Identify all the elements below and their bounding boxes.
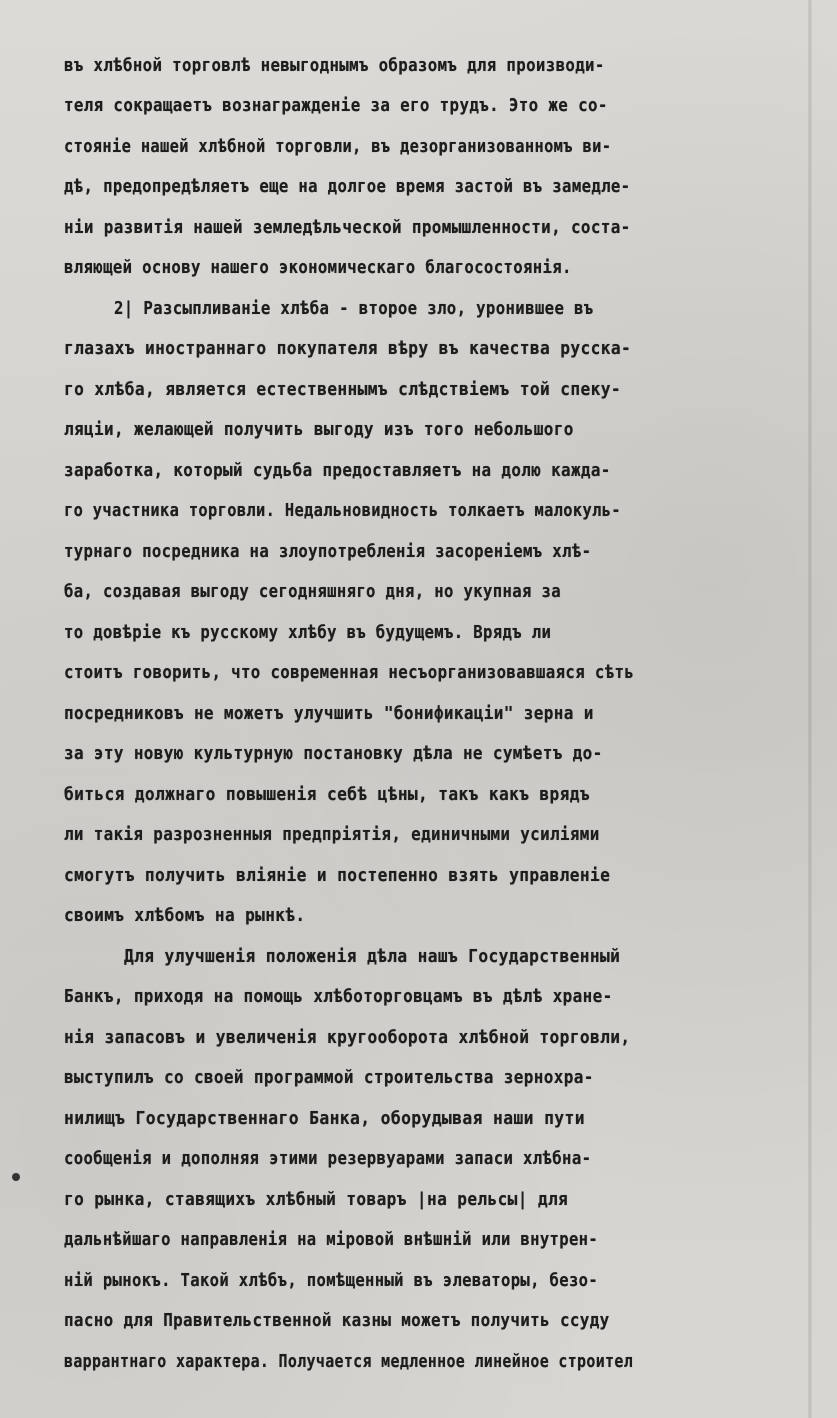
text-line: дальнѣйшаго направленія на міровой внѣшній или внутрен- (64, 1230, 599, 1250)
text-line: го рынка, ставящихъ хлѣбный товаръ |на рельсы| для (64, 1190, 569, 1210)
text-line: стояніе нашей хлѣбной торговли, въ дезорганизованномъ ви- (64, 137, 612, 157)
text-line: нилищъ Государственнаго Банка, оборудывая наши пути (64, 1109, 585, 1129)
text-line: заработка, который судьба предоставляетъ на долю кажда- (64, 461, 611, 481)
text-line: своимъ хлѣбомъ на рынкѣ. (64, 906, 306, 926)
text-line: го хлѣба, является естественнымъ слѣдствіемъ той спеку- (64, 380, 621, 400)
text-line: турнаго посредника на злоупотребленія засореніемъ хлѣ- (64, 542, 592, 562)
text-line: пасно для Правительственной казны можетъ получить ссуду (64, 1311, 610, 1331)
text-line: за эту новую культурную постановку дѣла не сумѣетъ до- (64, 744, 603, 764)
text-line: выступилъ со своей программой строительства зернохра- (64, 1068, 594, 1088)
text-line: ній рынокъ. Такой хлѣбъ, помѣщенный въ элеваторы, безо- (64, 1271, 599, 1291)
text-line: ли такія разрозненныя предпріятія, единичными усиліями (64, 825, 600, 845)
text-line: Для улучшенія положенія дѣла нашъ Государственный (124, 947, 621, 967)
text-line: 2| Разсыпливаніе хлѣба - второе зло, уронившее въ (114, 299, 594, 319)
text-line: смогутъ получить вліяніе и постепенно взять управленіе (64, 866, 611, 886)
text-line: ба, создавая выгоду сегодняшняго дня, но укупная за (64, 582, 561, 602)
text-line: дѣ, предопредѣляетъ еще на долгое время застой въ замедле- (64, 177, 631, 197)
text-line: биться должнаго повышенія себѣ цѣны, такъ какъ врядъ (64, 785, 591, 805)
text-line: стоитъ говорить, что современная несъорганизовавшаяся сѣть (64, 663, 635, 683)
text-line: теля сокращаетъ вознагражденіе за его трудъ. Это же со- (64, 96, 608, 116)
text-line: вляющей основу нашего экономическаго благосостоянія. (64, 258, 572, 278)
margin-ink-dot (12, 1173, 20, 1181)
text-line: то довѣріе къ русскому хлѣбу въ будущемъ. Врядъ ли (64, 623, 552, 643)
text-line: ніи развитія нашей земледѣльческой промышленности, соста- (64, 218, 631, 238)
text-line: варрантнаго характера. Получается медленное линейное строител (64, 1352, 634, 1372)
text-line: посредниковъ не можетъ улучшить "бонификаціи" зерна и (64, 704, 594, 724)
text-line: сообщенія и дополняя этими резервуарами запаси хлѣбна- (64, 1149, 592, 1169)
text-line: глазахъ иностраннаго покупателя вѣру въ качества русска- (64, 339, 632, 359)
text-line: нія запасовъ и увеличенія кругооборота хлѣбной торговли, (64, 1028, 631, 1048)
text-line: Банкъ, приходя на помощь хлѣботорговцамъ въ дѣлѣ хране- (64, 987, 613, 1007)
text-line: го участника торговли. Недальновидность толкаетъ малокуль- (64, 501, 621, 521)
text-line: ляціи, желающей получить выгоду изъ того небольшого (64, 420, 574, 440)
text-line: въ хлѣбной торговлѣ невыгоднымъ образомъ для производи- (64, 56, 605, 76)
